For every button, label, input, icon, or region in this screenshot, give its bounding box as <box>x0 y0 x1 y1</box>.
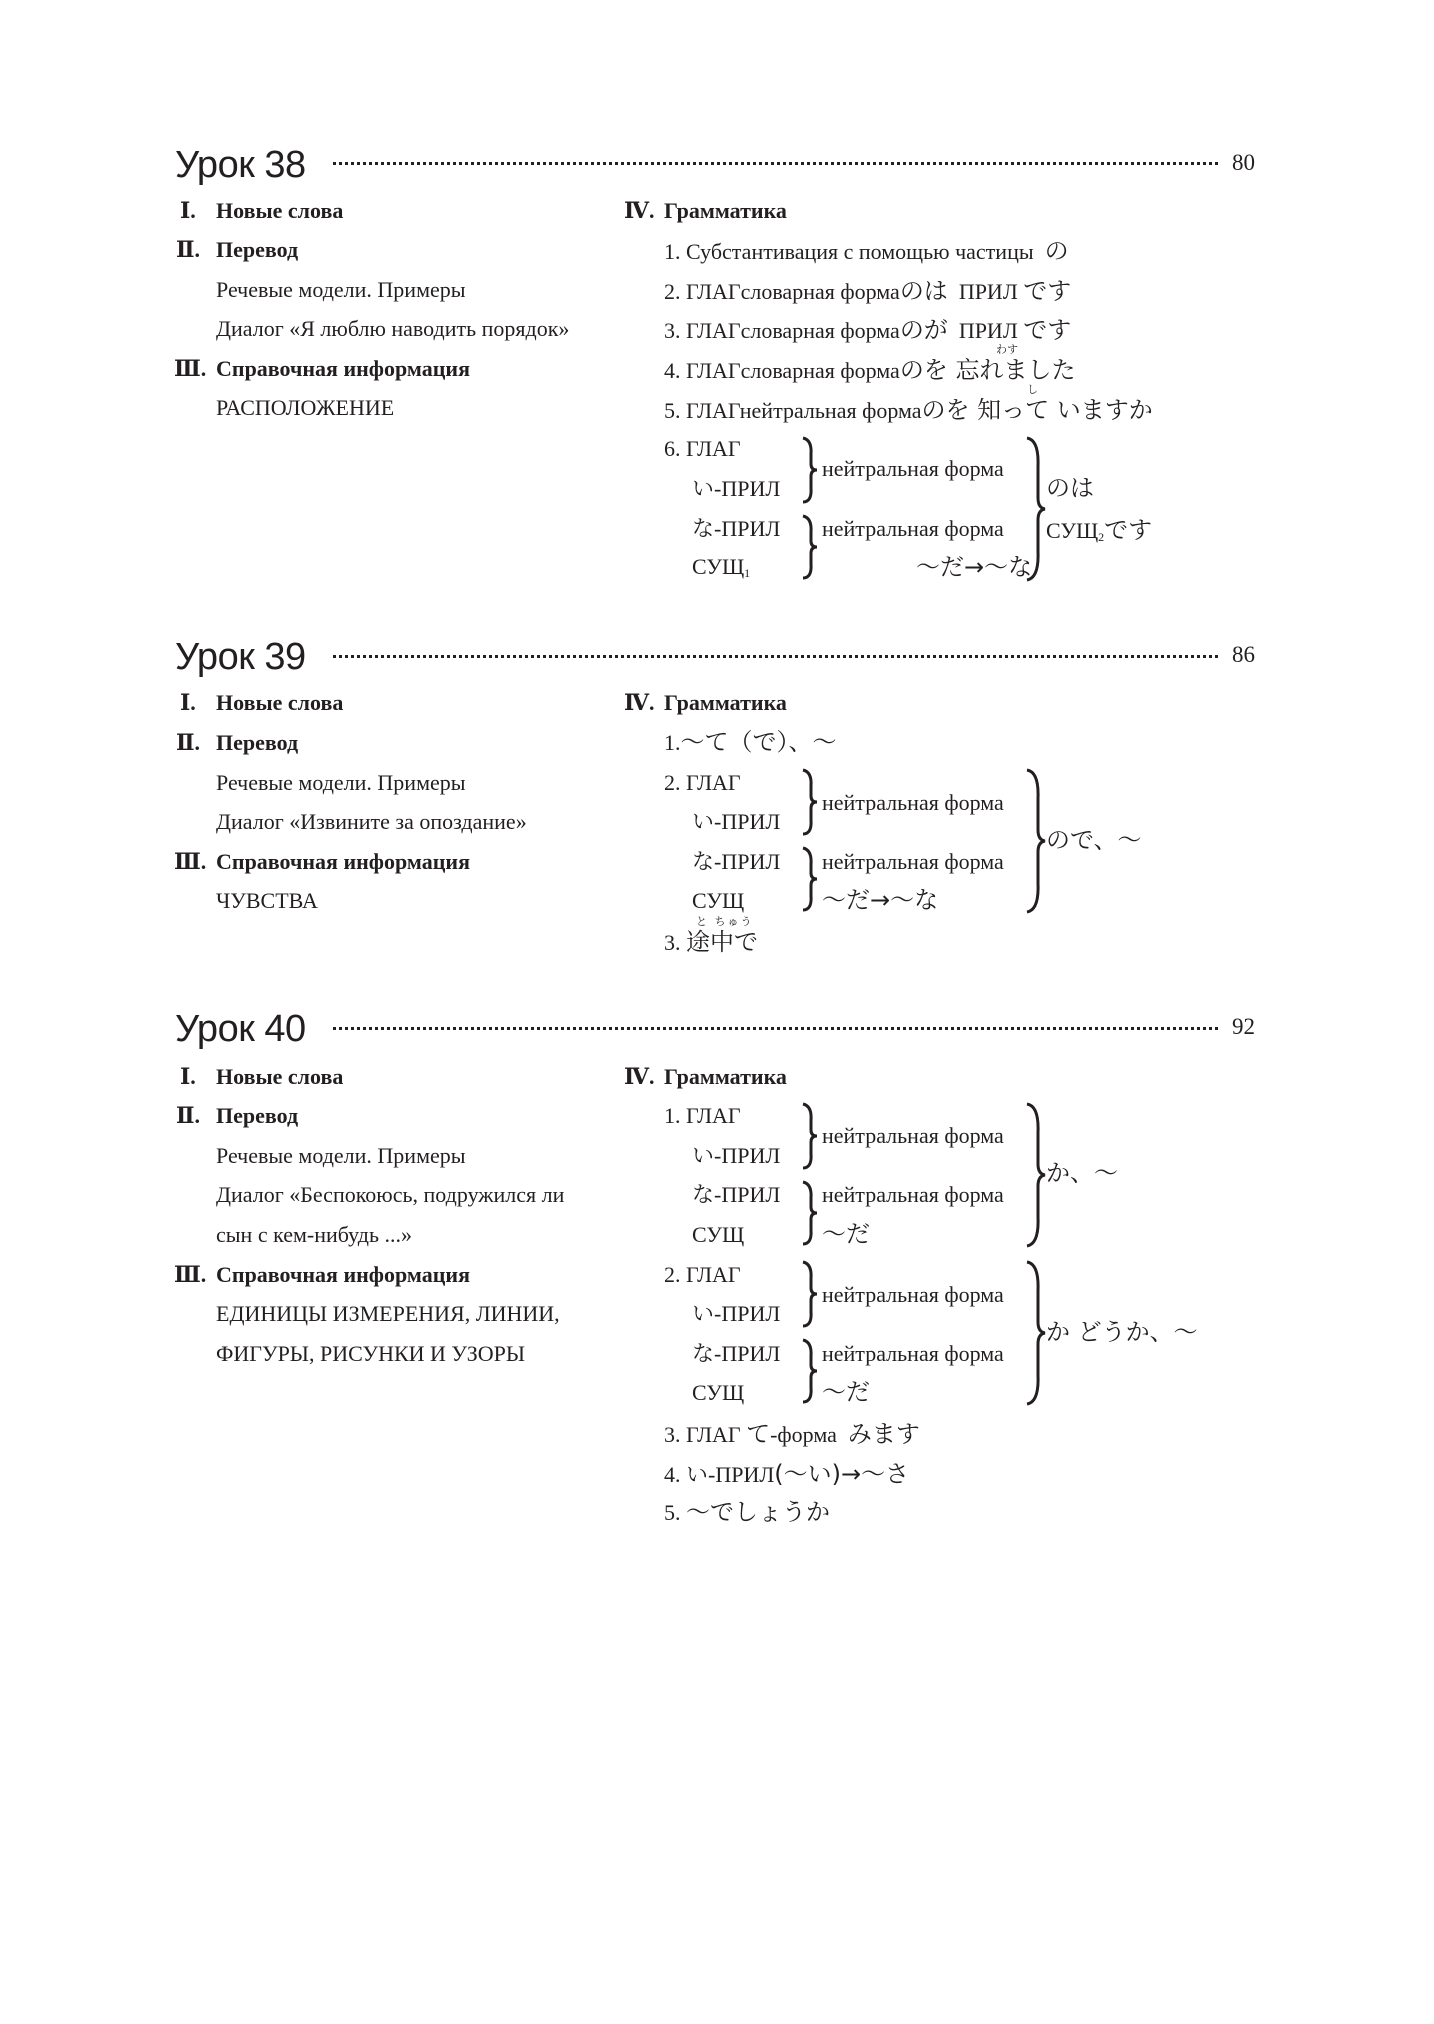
section-translation[interactable]: Перевод <box>216 730 299 755</box>
grammar-jp: ～だ→～な <box>822 886 939 914</box>
subsection-speech-models[interactable]: Речевые модели. Примеры <box>216 770 466 795</box>
grammar-line: нейтральная форма <box>822 1341 1004 1366</box>
page-number[interactable]: 80 <box>1232 150 1255 175</box>
section-translation[interactable]: Перевод <box>216 1103 299 1128</box>
grammar-item-3[interactable] <box>664 318 1071 342</box>
section-reference[interactable]: Справочная информация <box>216 1262 471 1287</box>
grammar-text: 4. ГЛАГсловарная форма <box>664 358 900 383</box>
grammar-line: い-ПРИЛ <box>692 476 781 502</box>
roman-numeral: Ⅰ. <box>180 1064 196 1089</box>
grammar-item-2[interactable]: 2. ГЛАГ <box>664 1262 741 1287</box>
grammar-jp: か、～ <box>1046 1159 1118 1187</box>
grammar-jp: か どうか、～ <box>1046 1318 1198 1346</box>
grammar-line: $СУЩ_1$ <box>692 554 751 580</box>
grammar-jp: みます <box>847 1420 920 1448</box>
grammar-jp: て <box>746 1420 771 1448</box>
subsection-dialog[interactable]: Диалог «Я люблю наводить порядок» <box>216 316 570 341</box>
grammar-line: СУЩ <box>692 1222 745 1247</box>
subsection-speech-models[interactable]: Речевые модели. Примеры <box>216 277 466 302</box>
lesson-title: Урок 39 <box>175 636 306 678</box>
grammar-item-5[interactable] <box>664 398 1153 422</box>
roman-numeral: Ⅱ. <box>176 237 201 262</box>
grammar-text: 3. ГЛАГсловарная форма <box>664 318 900 343</box>
roman-numeral: Ⅳ. <box>624 1064 655 1089</box>
right-brace-icon <box>800 1102 820 1170</box>
subsection-reference-topic-cont[interactable]: ФИГУРЫ, РИСУНКИ И УЗОРЫ <box>216 1341 526 1366</box>
grammar-line: な-ПРИЛ <box>692 1182 781 1208</box>
grammar-jp: のを 知って いますか <box>921 396 1153 424</box>
right-brace-icon <box>800 1338 820 1404</box>
right-brace-icon <box>1024 768 1048 914</box>
grammar-line: СУЩ <box>692 1380 745 1405</box>
roman-numeral: Ⅱ. <box>176 1103 201 1128</box>
grammar-text: 5. <box>664 1500 681 1525</box>
section-grammar[interactable]: Грамматика <box>664 198 787 223</box>
grammar-line: СУЩ <box>692 888 745 913</box>
dotted-leader <box>333 655 1218 658</box>
grammar-item-6[interactable]: 6. ГЛАГ <box>664 436 741 461</box>
subsection-speech-models[interactable]: Речевые модели. Примеры <box>216 1143 466 1168</box>
grammar-item-1[interactable]: 1. ГЛАГ <box>664 1103 741 1128</box>
page-number[interactable]: 86 <box>1232 642 1255 667</box>
grammar-line: нейтральная форма <box>822 1123 1004 1148</box>
furigana: わす <box>996 343 1018 356</box>
grammar-text: ПРИЛ <box>958 318 1018 343</box>
grammar-jp: のは <box>899 277 948 305</box>
section-grammar[interactable]: Грамматика <box>664 1064 787 1089</box>
grammar-text: ПРИЛ <box>958 279 1018 304</box>
grammar-text: -форма <box>770 1422 837 1447</box>
grammar-text: 3. ГЛАГ <box>664 1422 741 1447</box>
grammar-line: な-ПРИЛ <box>692 849 781 875</box>
grammar-text: 5. ГЛАГнейтральная форма <box>664 398 922 423</box>
right-brace-icon <box>800 436 820 504</box>
grammar-line: $СУЩ_2$です <box>1046 516 1153 544</box>
subsection-reference-topic[interactable]: РАСПОЛОЖЕНИЕ <box>216 395 395 420</box>
section-new-words[interactable]: Новые слова <box>216 1064 344 1089</box>
grammar-text: 2. ГЛАГсловарная форма <box>664 279 900 304</box>
roman-numeral: Ⅰ. <box>180 198 196 223</box>
grammar-jp: ～でしょうか <box>686 1498 830 1526</box>
right-brace-icon <box>800 1260 820 1328</box>
grammar-line: нейтральная форма <box>822 1282 1004 1307</box>
furigana: と ちゅう <box>696 915 754 928</box>
grammar-jp: のが <box>899 316 948 344</box>
roman-numeral: Ⅱ. <box>176 730 201 755</box>
grammar-line: нейтральная форма <box>822 1182 1004 1207</box>
grammar-jp: ～だ→～な <box>916 553 1033 581</box>
subsection-dialog-cont[interactable]: сын с кем-нибудь ...» <box>216 1222 412 1247</box>
grammar-jp: のを 忘れました <box>899 356 1076 384</box>
lesson-title: Урок 40 <box>175 1008 306 1050</box>
right-brace-icon <box>1024 1260 1048 1406</box>
right-brace-icon <box>800 1180 820 1246</box>
grammar-jp: ～だ <box>822 1378 870 1406</box>
grammar-jp: のは <box>1046 474 1094 502</box>
grammar-item-1[interactable] <box>664 730 837 754</box>
grammar-item-3[interactable] <box>664 1422 920 1446</box>
dotted-leader <box>333 1027 1218 1030</box>
right-brace-icon <box>1024 1102 1048 1248</box>
section-new-words[interactable]: Новые слова <box>216 198 344 223</box>
grammar-line: нейтральная форма <box>822 456 1004 481</box>
grammar-line: い-ПРИЛ <box>692 1143 781 1169</box>
grammar-jp: ～だ <box>822 1220 870 1248</box>
right-brace-icon <box>1024 436 1048 582</box>
grammar-jp: です <box>1023 277 1072 305</box>
grammar-item-4[interactable] <box>664 358 1075 382</box>
grammar-jp: (～い)→～さ <box>774 1460 910 1488</box>
grammar-item-2[interactable]: 2. ГЛАГ <box>664 770 741 795</box>
roman-numeral: Ⅳ. <box>624 198 655 223</box>
grammar-line: な-ПРИЛ <box>692 1341 781 1367</box>
grammar-line: な-ПРИЛ <box>692 516 781 542</box>
grammar-item-3[interactable] <box>664 930 758 954</box>
section-reference[interactable]: Справочная информация <box>216 849 471 874</box>
grammar-item-5[interactable] <box>664 1500 830 1524</box>
grammar-text: 3. <box>664 930 681 955</box>
right-brace-icon <box>800 768 820 836</box>
page-number[interactable]: 92 <box>1232 1014 1255 1039</box>
grammar-jp: です <box>1023 316 1072 344</box>
grammar-jp: ～て（で）、～ <box>680 728 837 756</box>
roman-numeral: Ⅰ. <box>180 690 196 715</box>
dotted-leader <box>333 162 1218 165</box>
roman-numeral: Ⅲ. <box>174 1262 207 1287</box>
subsection-reference-topic[interactable]: ЧУВСТВА <box>216 888 318 913</box>
section-grammar[interactable]: Грамматика <box>664 690 787 715</box>
grammar-text: -ПРИЛ <box>708 1462 775 1487</box>
subsection-dialog[interactable]: Диалог «Беспокоюсь, подружился ли <box>216 1182 565 1207</box>
grammar-line: нейтральная форма <box>822 790 1004 815</box>
lesson-title: Урок 38 <box>175 144 306 186</box>
grammar-line: い-ПРИЛ <box>692 1301 781 1327</box>
subsection-reference-topic[interactable]: ЕДИНИЦЫ ИЗМЕРЕНИЯ, ЛИНИИ, <box>216 1301 560 1326</box>
grammar-item-1[interactable] <box>664 239 1069 263</box>
grammar-jp: 途中で <box>686 928 758 956</box>
grammar-line: い-ПРИЛ <box>692 809 781 835</box>
section-translation[interactable]: Перевод <box>216 237 299 262</box>
section-reference[interactable]: Справочная информация <box>216 356 471 381</box>
grammar-line: нейтральная форма <box>822 516 1004 541</box>
furigana: し <box>1027 383 1038 396</box>
section-new-words[interactable]: Новые слова <box>216 690 344 715</box>
grammar-text: 1. Субстантивация с помощью частицы <box>664 239 1034 264</box>
grammar-text: 4. <box>664 1462 681 1487</box>
grammar-item-4[interactable] <box>664 1462 909 1487</box>
roman-numeral: Ⅳ. <box>624 690 655 715</box>
right-brace-icon <box>800 846 820 912</box>
grammar-text: 1. <box>664 730 681 755</box>
subsection-dialog[interactable]: Диалог «Извините за опоздание» <box>216 809 527 834</box>
roman-numeral: Ⅲ. <box>174 849 207 874</box>
roman-numeral: Ⅲ. <box>174 356 207 381</box>
grammar-jp: の <box>1044 237 1069 265</box>
grammar-jp: い <box>686 1463 709 1488</box>
grammar-item-2[interactable] <box>664 279 1071 303</box>
grammar-line: нейтральная форма <box>822 849 1004 874</box>
right-brace-icon <box>800 514 820 580</box>
grammar-jp: ので、～ <box>1046 826 1142 854</box>
